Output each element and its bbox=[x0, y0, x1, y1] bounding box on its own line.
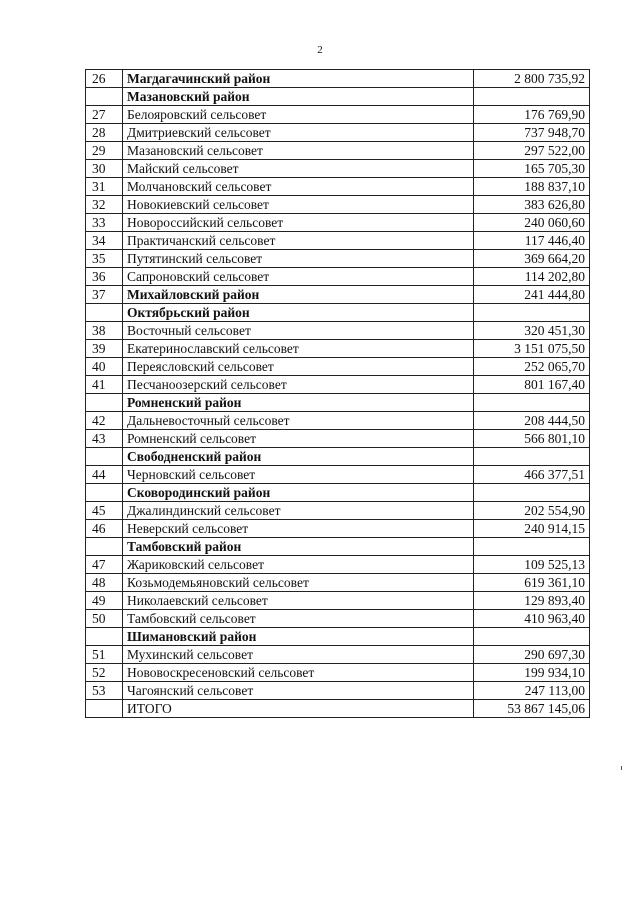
council-name: Черновский сельсовет bbox=[123, 466, 474, 484]
district-name: Тамбовский район bbox=[123, 538, 474, 556]
row-number: 45 bbox=[86, 502, 123, 520]
row-number: 29 bbox=[86, 142, 123, 160]
amount bbox=[474, 304, 590, 322]
table-row bbox=[86, 106, 590, 124]
amount: 241 444,80 bbox=[474, 286, 590, 304]
table-row bbox=[86, 556, 590, 574]
amount: 129 893,40 bbox=[474, 592, 590, 610]
district-name: Октябрьский район bbox=[123, 304, 474, 322]
amount: 114 202,80 bbox=[474, 268, 590, 286]
council-name: Чагоянский сельсовет bbox=[123, 682, 474, 700]
amount: 290 697,30 bbox=[474, 646, 590, 664]
row-number: 26 bbox=[86, 70, 123, 88]
row-number: 34 bbox=[86, 232, 123, 250]
table-row bbox=[86, 340, 590, 358]
row-number bbox=[86, 538, 123, 556]
table-row bbox=[86, 322, 590, 340]
table-row bbox=[86, 592, 590, 610]
council-name: Мухинский сельсовет bbox=[123, 646, 474, 664]
table-row bbox=[86, 466, 590, 484]
allocation-table-container bbox=[85, 69, 589, 718]
row-number: 51 bbox=[86, 646, 123, 664]
row-number: 27 bbox=[86, 106, 123, 124]
district-row bbox=[86, 538, 590, 556]
total-row bbox=[86, 700, 590, 718]
council-name: Майский сельсовет bbox=[123, 160, 474, 178]
row-number: 48 bbox=[86, 574, 123, 592]
amount: 3 151 075,50 bbox=[474, 340, 590, 358]
row-number: 32 bbox=[86, 196, 123, 214]
district-name: Сковородинский район bbox=[123, 484, 474, 502]
amount: 199 934,10 bbox=[474, 664, 590, 682]
council-name: Нововоскресеновский сельсовет bbox=[123, 664, 474, 682]
amount: 801 167,40 bbox=[474, 376, 590, 394]
row-number: 43 bbox=[86, 430, 123, 448]
row-number: 47 bbox=[86, 556, 123, 574]
row-number bbox=[86, 700, 123, 718]
amount bbox=[474, 88, 590, 106]
amount: 240 914,15 bbox=[474, 520, 590, 538]
amount: 117 446,40 bbox=[474, 232, 590, 250]
table-row bbox=[86, 610, 590, 628]
council-name: Новокиевский сельсовет bbox=[123, 196, 474, 214]
council-name: Дмитриевский сельсовет bbox=[123, 124, 474, 142]
row-number bbox=[86, 304, 123, 322]
amount: 176 769,90 bbox=[474, 106, 590, 124]
amount: 369 664,20 bbox=[474, 250, 590, 268]
scan-mark bbox=[621, 766, 622, 770]
council-name: Мазановский сельсовет bbox=[123, 142, 474, 160]
table-row bbox=[86, 142, 590, 160]
amount: 297 522,00 bbox=[474, 142, 590, 160]
table-row bbox=[86, 178, 590, 196]
council-name: Сапроновский сельсовет bbox=[123, 268, 474, 286]
row-number: 53 bbox=[86, 682, 123, 700]
amount bbox=[474, 628, 590, 646]
row-number: 42 bbox=[86, 412, 123, 430]
row-number: 28 bbox=[86, 124, 123, 142]
amount: 566 801,10 bbox=[474, 430, 590, 448]
table-row bbox=[86, 412, 590, 430]
table-row bbox=[86, 268, 590, 286]
amount bbox=[474, 538, 590, 556]
amount: 188 837,10 bbox=[474, 178, 590, 196]
council-name: Молчановский сельсовет bbox=[123, 178, 474, 196]
district-row bbox=[86, 628, 590, 646]
allocation-table bbox=[85, 69, 590, 718]
council-name: Переясловский сельсовет bbox=[123, 358, 474, 376]
amount bbox=[474, 394, 590, 412]
total-amount: 53 867 145,06 bbox=[474, 700, 590, 718]
council-name: Ромненский сельсовет bbox=[123, 430, 474, 448]
amount: 619 361,10 bbox=[474, 574, 590, 592]
amount: 240 060,60 bbox=[474, 214, 590, 232]
amount bbox=[474, 448, 590, 466]
district-name: Мазановский район bbox=[123, 88, 474, 106]
district-row bbox=[86, 286, 590, 304]
row-number: 35 bbox=[86, 250, 123, 268]
row-number: 30 bbox=[86, 160, 123, 178]
amount: 208 444,50 bbox=[474, 412, 590, 430]
row-number bbox=[86, 88, 123, 106]
row-number bbox=[86, 448, 123, 466]
row-number: 36 bbox=[86, 268, 123, 286]
council-name: Неверский сельсовет bbox=[123, 520, 474, 538]
table-row bbox=[86, 682, 590, 700]
table-row bbox=[86, 574, 590, 592]
district-name: Михайловский район bbox=[123, 286, 474, 304]
row-number: 33 bbox=[86, 214, 123, 232]
council-name: Николаевский сельсовет bbox=[123, 592, 474, 610]
council-name: Белояровский сельсовет bbox=[123, 106, 474, 124]
amount: 320 451,30 bbox=[474, 322, 590, 340]
council-name: Екатеринославский сельсовет bbox=[123, 340, 474, 358]
table-row bbox=[86, 160, 590, 178]
council-name: Козьмодемьяновский сельсовет bbox=[123, 574, 474, 592]
amount: 247 113,00 bbox=[474, 682, 590, 700]
amount bbox=[474, 484, 590, 502]
row-number: 31 bbox=[86, 178, 123, 196]
district-name: Свободненский район bbox=[123, 448, 474, 466]
table-row bbox=[86, 214, 590, 232]
row-number: 41 bbox=[86, 376, 123, 394]
table-row bbox=[86, 232, 590, 250]
council-name: Дальневосточный сельсовет bbox=[123, 412, 474, 430]
council-name: Джалиндинский сельсовет bbox=[123, 502, 474, 520]
amount: 109 525,13 bbox=[474, 556, 590, 574]
amount: 383 626,80 bbox=[474, 196, 590, 214]
row-number bbox=[86, 628, 123, 646]
amount: 165 705,30 bbox=[474, 160, 590, 178]
district-row bbox=[86, 70, 590, 88]
district-row bbox=[86, 484, 590, 502]
district-name: Магдагачинский район bbox=[123, 70, 474, 88]
row-number bbox=[86, 394, 123, 412]
amount: 252 065,70 bbox=[474, 358, 590, 376]
total-label: ИТОГО bbox=[123, 700, 474, 718]
table-row bbox=[86, 250, 590, 268]
district-row bbox=[86, 448, 590, 466]
district-row bbox=[86, 394, 590, 412]
amount: 202 554,90 bbox=[474, 502, 590, 520]
row-number: 50 bbox=[86, 610, 123, 628]
allocation-table-body bbox=[86, 70, 590, 718]
council-name: Песчаноозерский сельсовет bbox=[123, 376, 474, 394]
council-name: Жариковский сельсовет bbox=[123, 556, 474, 574]
amount: 466 377,51 bbox=[474, 466, 590, 484]
district-row bbox=[86, 88, 590, 106]
row-number: 38 bbox=[86, 322, 123, 340]
row-number: 52 bbox=[86, 664, 123, 682]
page-number: 2 bbox=[317, 44, 323, 56]
table-row bbox=[86, 430, 590, 448]
row-number: 44 bbox=[86, 466, 123, 484]
row-number: 46 bbox=[86, 520, 123, 538]
council-name: Новороссийский сельсовет bbox=[123, 214, 474, 232]
district-name: Шимановский район bbox=[123, 628, 474, 646]
council-name: Практичанский сельсовет bbox=[123, 232, 474, 250]
district-name: Ромненский район bbox=[123, 394, 474, 412]
row-number: 49 bbox=[86, 592, 123, 610]
table-row bbox=[86, 646, 590, 664]
table-row bbox=[86, 376, 590, 394]
amount: 410 963,40 bbox=[474, 610, 590, 628]
row-number: 39 bbox=[86, 340, 123, 358]
amount: 737 948,70 bbox=[474, 124, 590, 142]
row-number: 40 bbox=[86, 358, 123, 376]
row-number bbox=[86, 484, 123, 502]
council-name: Путятинский сельсовет bbox=[123, 250, 474, 268]
table-row bbox=[86, 520, 590, 538]
table-row bbox=[86, 358, 590, 376]
council-name: Восточный сельсовет bbox=[123, 322, 474, 340]
amount: 2 800 735,92 bbox=[474, 70, 590, 88]
table-row bbox=[86, 196, 590, 214]
table-row bbox=[86, 502, 590, 520]
council-name: Тамбовский сельсовет bbox=[123, 610, 474, 628]
table-row bbox=[86, 664, 590, 682]
district-row bbox=[86, 304, 590, 322]
table-row bbox=[86, 124, 590, 142]
row-number: 37 bbox=[86, 286, 123, 304]
